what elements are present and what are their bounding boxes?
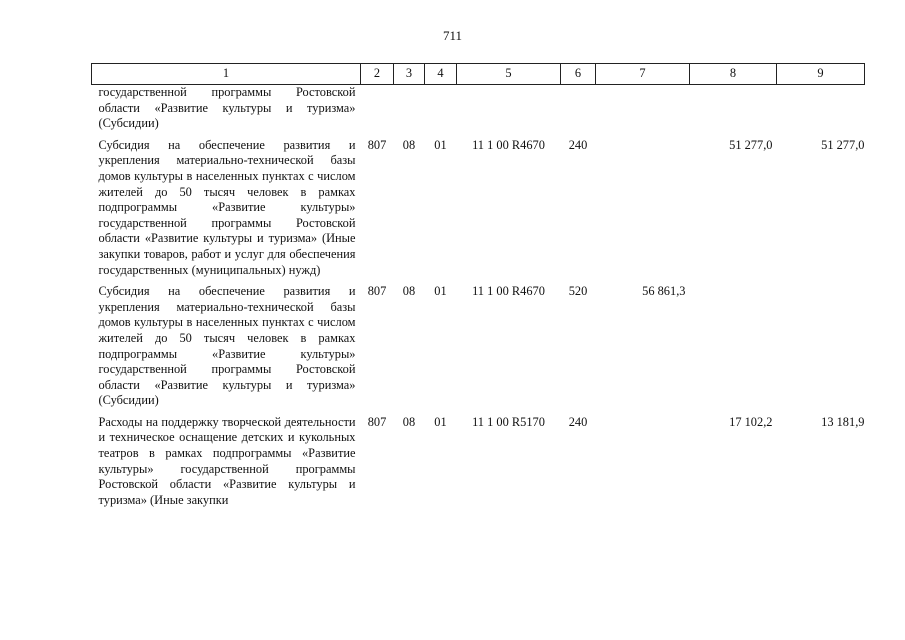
row-amount-col8: 17 102,2 [729,414,773,429]
row-section-code: 08 [402,284,416,299]
row-description: Субсидия на обеспечение развития и укрепления материально-технической базы домов культуры в населенных пунктах с числом жителей до 50 тысяч человек в рамках подпрограммы «Развитие культуры» государственной программы Ростовской области «Развитие культуры и туризма» (Субсидии) [98,284,356,408]
header-col-5: 5 [457,64,561,85]
header-col-6: 6 [561,64,596,85]
header-col-7: 7 [596,64,690,85]
row-target-code: 11 1 00 R5170 [472,414,545,429]
row-description: государственной программы Ростовской области «Развитие культуры и туризма» (Субсидии) [98,85,356,131]
header-row [92,64,865,85]
row-expense-type: 520 [568,284,588,299]
row-section-code [394,85,425,132]
row-amount-col7 [596,132,690,278]
row-target-code: 11 1 00 R4670 [472,284,545,299]
header-col-2: 2 [361,64,394,85]
row-amount-col8: 51 277,0 [729,137,773,152]
table-row [92,278,865,409]
table-row [92,85,865,132]
row-amount-col7: 56 861,3 [642,284,686,299]
row-amount-col7 [596,409,690,509]
row-description: Субсидия на обеспечение развития и укрепления материально-технической базы домов культуры в населенных пунктах с числом жителей до 50 тысяч человек в рамках подпрограммы «Развитие культуры» государственной программы Ростовской области «Развитие культуры и туризма» (Иные закупки товаров, работ и услуг для обеспечения государственных (муниципальных) нужд) [98,137,356,277]
budget-table [91,63,865,508]
row-amount-col7 [596,85,690,132]
row-expense-type [561,85,596,132]
row-amount-col9: 13 181,9 [821,414,865,429]
table-row [92,132,865,278]
header-col-1: 1 [92,64,361,85]
row-description: Расходы на поддержку творческой деятельности и техническое оснащение детских и кукольных театров в рамках подпрограммы «Развитие культуры» государственной программы Ростовской области «Развитие культуры и туризма» (Иные закупки [98,414,356,507]
row-section-code: 08 [402,137,416,152]
row-amount-col9 [777,85,865,132]
row-subsection-code: 01 [434,137,447,152]
row-expense-type: 240 [568,137,588,152]
header-col-3: 3 [394,64,425,85]
row-ministry-code: 807 [367,137,387,152]
header-col-8: 8 [690,64,777,85]
row-amount-col9: 51 277,0 [821,137,865,152]
row-ministry-code: 807 [367,414,387,429]
header-col-9: 9 [777,64,865,85]
row-subsection-code: 01 [434,284,447,299]
table-body [92,85,865,509]
row-amount-col9 [777,278,865,409]
row-ministry-code [361,85,394,132]
row-target-code [457,85,561,132]
header-col-4: 4 [425,64,457,85]
row-subsection-code [425,85,457,132]
table-header [92,64,865,85]
row-amount-col8 [690,278,777,409]
row-section-code: 08 [402,414,416,429]
row-target-code: 11 1 00 R4670 [472,137,545,152]
row-subsection-code: 01 [434,414,447,429]
row-amount-col8 [690,85,777,132]
table-row [92,409,865,509]
row-expense-type: 240 [568,414,588,429]
row-ministry-code: 807 [367,284,387,299]
page-number: 711 [442,28,463,43]
